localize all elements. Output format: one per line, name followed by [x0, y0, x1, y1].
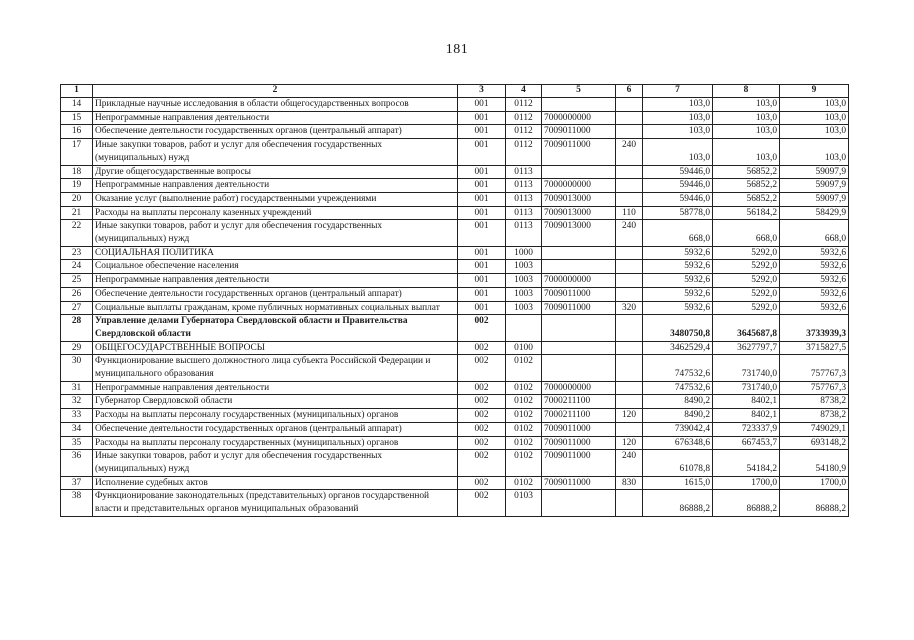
amount-cell: 103,0 — [713, 139, 780, 165]
expense-type-cell: 240 — [616, 220, 643, 246]
amount-cell: 3715827,5 — [780, 341, 849, 355]
amount-cell: 59446,0 — [643, 192, 713, 206]
expense-type-cell: 830 — [616, 476, 643, 490]
table-header-row — [61, 85, 849, 98]
row-name: Непрограммные направления деятельности — [93, 111, 458, 125]
target-code-cell — [542, 490, 616, 516]
target-code-cell: 7000211100 — [542, 395, 616, 409]
code-cell: 001 — [458, 220, 506, 246]
target-code-cell: 7009011000 — [542, 287, 616, 301]
section-code-cell: 1003 — [506, 260, 542, 274]
section-code-cell: 0112 — [506, 125, 542, 139]
table-row — [61, 490, 849, 516]
target-code-cell — [542, 165, 616, 179]
row-number: 16 — [61, 125, 93, 139]
amount-cell: 86888,2 — [643, 490, 713, 516]
section-code-cell: 1003 — [506, 274, 542, 288]
amount-cell: 723337,9 — [713, 422, 780, 436]
expense-type-cell — [616, 341, 643, 355]
amount-cell: 103,0 — [713, 111, 780, 125]
column-header: 2 — [93, 85, 458, 98]
table-row — [61, 111, 849, 125]
row-number: 34 — [61, 422, 93, 436]
row-number: 31 — [61, 381, 93, 395]
code-cell: 002 — [458, 422, 506, 436]
section-code-cell: 0103 — [506, 490, 542, 516]
row-number: 35 — [61, 436, 93, 450]
target-code-cell: 7000000000 — [542, 179, 616, 193]
section-code-cell: 0113 — [506, 165, 542, 179]
code-cell: 001 — [458, 192, 506, 206]
target-code-cell: 7009011000 — [542, 139, 616, 165]
amount-cell: 58778,0 — [643, 206, 713, 220]
row-number: 36 — [61, 450, 93, 476]
expense-type-cell — [616, 315, 643, 341]
row-number: 26 — [61, 287, 93, 301]
code-cell: 001 — [458, 301, 506, 315]
amount-cell: 757767,3 — [780, 355, 849, 381]
expense-type-cell — [616, 395, 643, 409]
table-row — [61, 476, 849, 490]
expense-type-cell: 320 — [616, 301, 643, 315]
section-code-cell: 0112 — [506, 139, 542, 165]
table-row — [61, 246, 849, 260]
expense-type-cell — [616, 260, 643, 274]
amount-cell: 103,0 — [643, 98, 713, 112]
column-header: 3 — [458, 85, 506, 98]
row-name: Социальные выплаты гражданам, кроме публичных нормативных социальных выплат — [93, 301, 458, 315]
expense-type-cell — [616, 125, 643, 139]
amount-cell: 5932,6 — [780, 287, 849, 301]
amount-cell: 8490,2 — [643, 409, 713, 423]
table-row — [61, 287, 849, 301]
amount-cell: 5292,0 — [713, 287, 780, 301]
expense-type-cell — [616, 165, 643, 179]
row-name: Прикладные научные исследования в области общегосударственных вопросов — [93, 98, 458, 112]
table-row — [61, 165, 849, 179]
code-cell: 002 — [458, 450, 506, 476]
table-row — [61, 260, 849, 274]
expense-type-cell: 120 — [616, 409, 643, 423]
table-row — [61, 301, 849, 315]
amount-cell: 3733939,3 — [780, 315, 849, 341]
expense-type-cell: 240 — [616, 139, 643, 165]
code-cell: 002 — [458, 315, 506, 341]
code-cell: 002 — [458, 381, 506, 395]
table-row — [61, 192, 849, 206]
table-row — [61, 381, 849, 395]
expense-type-cell — [616, 98, 643, 112]
amount-cell: 1700,0 — [780, 476, 849, 490]
section-code-cell: 0102 — [506, 409, 542, 423]
table-row — [61, 341, 849, 355]
section-code-cell: 0113 — [506, 220, 542, 246]
row-name: Социальное обеспечение населения — [93, 260, 458, 274]
expense-type-cell: 240 — [616, 450, 643, 476]
expense-type-cell — [616, 274, 643, 288]
amount-cell: 56852,2 — [713, 179, 780, 193]
column-header: 4 — [506, 85, 542, 98]
table-row — [61, 395, 849, 409]
expense-type-cell — [616, 287, 643, 301]
target-code-cell — [542, 246, 616, 260]
code-cell: 001 — [458, 111, 506, 125]
amount-cell: 8490,2 — [643, 395, 713, 409]
row-name: Обеспечение деятельности государственных органов (центральный аппарат) — [93, 422, 458, 436]
amount-cell: 5932,6 — [643, 301, 713, 315]
amount-cell: 8402,1 — [713, 395, 780, 409]
amount-cell: 1700,0 — [713, 476, 780, 490]
section-code-cell: 1000 — [506, 246, 542, 260]
table-row — [61, 206, 849, 220]
row-name: Иные закупки товаров, работ и услуг для обеспечения государственных (муниципальных) нужд — [93, 450, 458, 476]
amount-cell: 103,0 — [780, 125, 849, 139]
expense-type-cell — [616, 192, 643, 206]
target-code-cell: 7009013000 — [542, 192, 616, 206]
row-name: Функционирование высшего должностного лица субъекта Российской Федерации и муниципального образования — [93, 355, 458, 381]
row-number: 33 — [61, 409, 93, 423]
table-row — [61, 450, 849, 476]
section-code-cell: 0100 — [506, 341, 542, 355]
amount-cell: 5292,0 — [713, 301, 780, 315]
amount-cell: 103,0 — [643, 111, 713, 125]
target-code-cell: 7000000000 — [542, 274, 616, 288]
row-number: 17 — [61, 139, 93, 165]
amount-cell: 5932,6 — [643, 287, 713, 301]
target-code-cell — [542, 98, 616, 112]
code-cell: 002 — [458, 409, 506, 423]
amount-cell: 5932,6 — [780, 301, 849, 315]
section-code-cell: 0113 — [506, 206, 542, 220]
target-code-cell: 7009011000 — [542, 476, 616, 490]
row-number: 29 — [61, 341, 93, 355]
column-header: 8 — [713, 85, 780, 98]
target-code-cell: 7009011000 — [542, 125, 616, 139]
row-name: Расходы на выплаты персоналу государственных (муниципальных) органов — [93, 436, 458, 450]
code-cell: 002 — [458, 355, 506, 381]
code-cell: 002 — [458, 436, 506, 450]
column-header: 6 — [616, 85, 643, 98]
amount-cell: 59446,0 — [643, 165, 713, 179]
section-code-cell: 0102 — [506, 436, 542, 450]
amount-cell: 54180,9 — [780, 450, 849, 476]
row-name: Обеспечение деятельности государственных органов (центральный аппарат) — [93, 287, 458, 301]
section-code-cell — [506, 315, 542, 341]
amount-cell: 731740,0 — [713, 355, 780, 381]
amount-cell: 103,0 — [643, 125, 713, 139]
row-number: 30 — [61, 355, 93, 381]
row-name: Непрограммные направления деятельности — [93, 381, 458, 395]
row-name: Оказание услуг (выполнение работ) государственными учреждениями — [93, 192, 458, 206]
amount-cell: 86888,2 — [713, 490, 780, 516]
amount-cell: 56852,2 — [713, 165, 780, 179]
amount-cell: 3462529,4 — [643, 341, 713, 355]
amount-cell: 747532,6 — [643, 355, 713, 381]
amount-cell: 56852,2 — [713, 192, 780, 206]
target-code-cell: 7000000000 — [542, 111, 616, 125]
page-number: 181 — [445, 42, 469, 57]
table-row — [61, 98, 849, 112]
column-header: 1 — [61, 85, 93, 98]
target-code-cell: 7009011000 — [542, 422, 616, 436]
amount-cell: 103,0 — [780, 111, 849, 125]
expense-type-cell — [616, 490, 643, 516]
row-number: 20 — [61, 192, 93, 206]
section-code-cell: 0102 — [506, 395, 542, 409]
amount-cell: 58429,9 — [780, 206, 849, 220]
row-name: Иные закупки товаров, работ и услуг для обеспечения государственных (муниципальных) нужд — [93, 220, 458, 246]
amount-cell: 5932,6 — [780, 274, 849, 288]
target-code-cell — [542, 355, 616, 381]
row-number: 32 — [61, 395, 93, 409]
table-row — [61, 355, 849, 381]
target-code-cell: 7009011000 — [542, 301, 616, 315]
code-cell: 002 — [458, 341, 506, 355]
target-code-cell — [542, 260, 616, 274]
table-row — [61, 315, 849, 341]
amount-cell: 5932,6 — [780, 260, 849, 274]
amount-cell: 5932,6 — [643, 246, 713, 260]
code-cell: 001 — [458, 246, 506, 260]
expense-type-cell: 120 — [616, 436, 643, 450]
target-code-cell — [542, 341, 616, 355]
amount-cell: 103,0 — [643, 139, 713, 165]
column-header: 9 — [780, 85, 849, 98]
amount-cell: 747532,6 — [643, 381, 713, 395]
amount-cell: 8738,2 — [780, 395, 849, 409]
section-code-cell: 0113 — [506, 179, 542, 193]
amount-cell: 693148,2 — [780, 436, 849, 450]
budget-table — [60, 84, 849, 517]
row-name: Губернатор Свердловской области — [93, 395, 458, 409]
row-number: 28 — [61, 315, 93, 341]
amount-cell: 5292,0 — [713, 274, 780, 288]
code-cell: 001 — [458, 179, 506, 193]
row-name: Управление делами Губернатора Свердловской области и Правительства Свердловской области — [93, 315, 458, 341]
row-name: Исполнение судебных актов — [93, 476, 458, 490]
amount-cell: 59446,0 — [643, 179, 713, 193]
row-name: Другие общегосударственные вопросы — [93, 165, 458, 179]
amount-cell: 739042,4 — [643, 422, 713, 436]
amount-cell: 749029,1 — [780, 422, 849, 436]
row-name: Функционирование законодательных (представительных) органов государственной власти и представительных органов муниципальных образований — [93, 490, 458, 516]
expense-type-cell — [616, 179, 643, 193]
amount-cell: 3480750,8 — [643, 315, 713, 341]
table-row — [61, 125, 849, 139]
row-number: 21 — [61, 206, 93, 220]
amount-cell: 3627797,7 — [713, 341, 780, 355]
amount-cell: 54184,2 — [713, 450, 780, 476]
section-code-cell: 0113 — [506, 192, 542, 206]
expense-type-cell: 110 — [616, 206, 643, 220]
amount-cell: 61078,8 — [643, 450, 713, 476]
row-number: 18 — [61, 165, 93, 179]
code-cell: 001 — [458, 206, 506, 220]
row-number: 37 — [61, 476, 93, 490]
target-code-cell: 7009011000 — [542, 450, 616, 476]
amount-cell: 757767,3 — [780, 381, 849, 395]
target-code-cell: 7000000000 — [542, 381, 616, 395]
amount-cell: 667453,7 — [713, 436, 780, 450]
row-name: СОЦИАЛЬНАЯ ПОЛИТИКА — [93, 246, 458, 260]
row-name: ОБЩЕГОСУДАРСТВЕННЫЕ ВОПРОСЫ — [93, 341, 458, 355]
amount-cell: 668,0 — [780, 220, 849, 246]
amount-cell: 5292,0 — [713, 246, 780, 260]
amount-cell: 668,0 — [713, 220, 780, 246]
section-code-cell: 1003 — [506, 301, 542, 315]
row-number: 38 — [61, 490, 93, 516]
table-row — [61, 274, 849, 288]
amount-cell: 103,0 — [780, 139, 849, 165]
target-code-cell: 7009011000 — [542, 436, 616, 450]
code-cell: 002 — [458, 476, 506, 490]
section-code-cell: 0112 — [506, 111, 542, 125]
section-code-cell: 0102 — [506, 422, 542, 436]
code-cell: 002 — [458, 395, 506, 409]
code-cell: 001 — [458, 165, 506, 179]
amount-cell: 59097,9 — [780, 179, 849, 193]
amount-cell: 103,0 — [713, 125, 780, 139]
row-number: 22 — [61, 220, 93, 246]
code-cell: 001 — [458, 260, 506, 274]
target-code-cell: 7009013000 — [542, 206, 616, 220]
section-code-cell: 1003 — [506, 287, 542, 301]
expense-type-cell — [616, 381, 643, 395]
amount-cell: 676348,6 — [643, 436, 713, 450]
section-code-cell: 0112 — [506, 98, 542, 112]
amount-cell: 1615,0 — [643, 476, 713, 490]
table-row — [61, 409, 849, 423]
amount-cell: 59097,9 — [780, 165, 849, 179]
amount-cell: 103,0 — [780, 98, 849, 112]
table-row — [61, 179, 849, 193]
amount-cell: 5932,6 — [780, 246, 849, 260]
expense-type-cell — [616, 246, 643, 260]
code-cell: 001 — [458, 287, 506, 301]
table-row — [61, 436, 849, 450]
row-name: Расходы на выплаты персоналу государственных (муниципальных) органов — [93, 409, 458, 423]
row-number: 15 — [61, 111, 93, 125]
target-code-cell: 7000211100 — [542, 409, 616, 423]
section-code-cell: 0102 — [506, 381, 542, 395]
amount-cell: 5932,6 — [643, 274, 713, 288]
row-name: Непрограммные направления деятельности — [93, 274, 458, 288]
amount-cell: 731740,0 — [713, 381, 780, 395]
section-code-cell: 0102 — [506, 476, 542, 490]
section-code-cell: 0102 — [506, 450, 542, 476]
row-number: 25 — [61, 274, 93, 288]
row-name: Иные закупки товаров, работ и услуг для обеспечения государственных (муниципальных) нужд — [93, 139, 458, 165]
row-number: 27 — [61, 301, 93, 315]
amount-cell: 56184,2 — [713, 206, 780, 220]
code-cell: 001 — [458, 98, 506, 112]
amount-cell: 103,0 — [713, 98, 780, 112]
expense-type-cell — [616, 355, 643, 381]
expense-type-cell — [616, 111, 643, 125]
code-cell: 001 — [458, 125, 506, 139]
amount-cell: 8402,1 — [713, 409, 780, 423]
code-cell: 002 — [458, 490, 506, 516]
amount-cell: 59097,9 — [780, 192, 849, 206]
expense-type-cell — [616, 422, 643, 436]
row-number: 14 — [61, 98, 93, 112]
target-code-cell — [542, 315, 616, 341]
row-number: 24 — [61, 260, 93, 274]
row-name: Непрограммные направления деятельности — [93, 179, 458, 193]
table-row — [61, 422, 849, 436]
column-header: 7 — [643, 85, 713, 98]
amount-cell: 5932,6 — [643, 260, 713, 274]
amount-cell: 3645687,8 — [713, 315, 780, 341]
column-header: 5 — [542, 85, 616, 98]
code-cell: 001 — [458, 139, 506, 165]
section-code-cell: 0102 — [506, 355, 542, 381]
amount-cell: 8738,2 — [780, 409, 849, 423]
row-number: 19 — [61, 179, 93, 193]
amount-cell: 86888,2 — [780, 490, 849, 516]
code-cell: 001 — [458, 274, 506, 288]
row-name: Расходы на выплаты персоналу казенных учреждений — [93, 206, 458, 220]
table-row — [61, 220, 849, 246]
row-number: 23 — [61, 246, 93, 260]
row-name: Обеспечение деятельности государственных органов (центральный аппарат) — [93, 125, 458, 139]
table-row — [61, 139, 849, 165]
amount-cell: 668,0 — [643, 220, 713, 246]
target-code-cell: 7009013000 — [542, 220, 616, 246]
amount-cell: 5292,0 — [713, 260, 780, 274]
